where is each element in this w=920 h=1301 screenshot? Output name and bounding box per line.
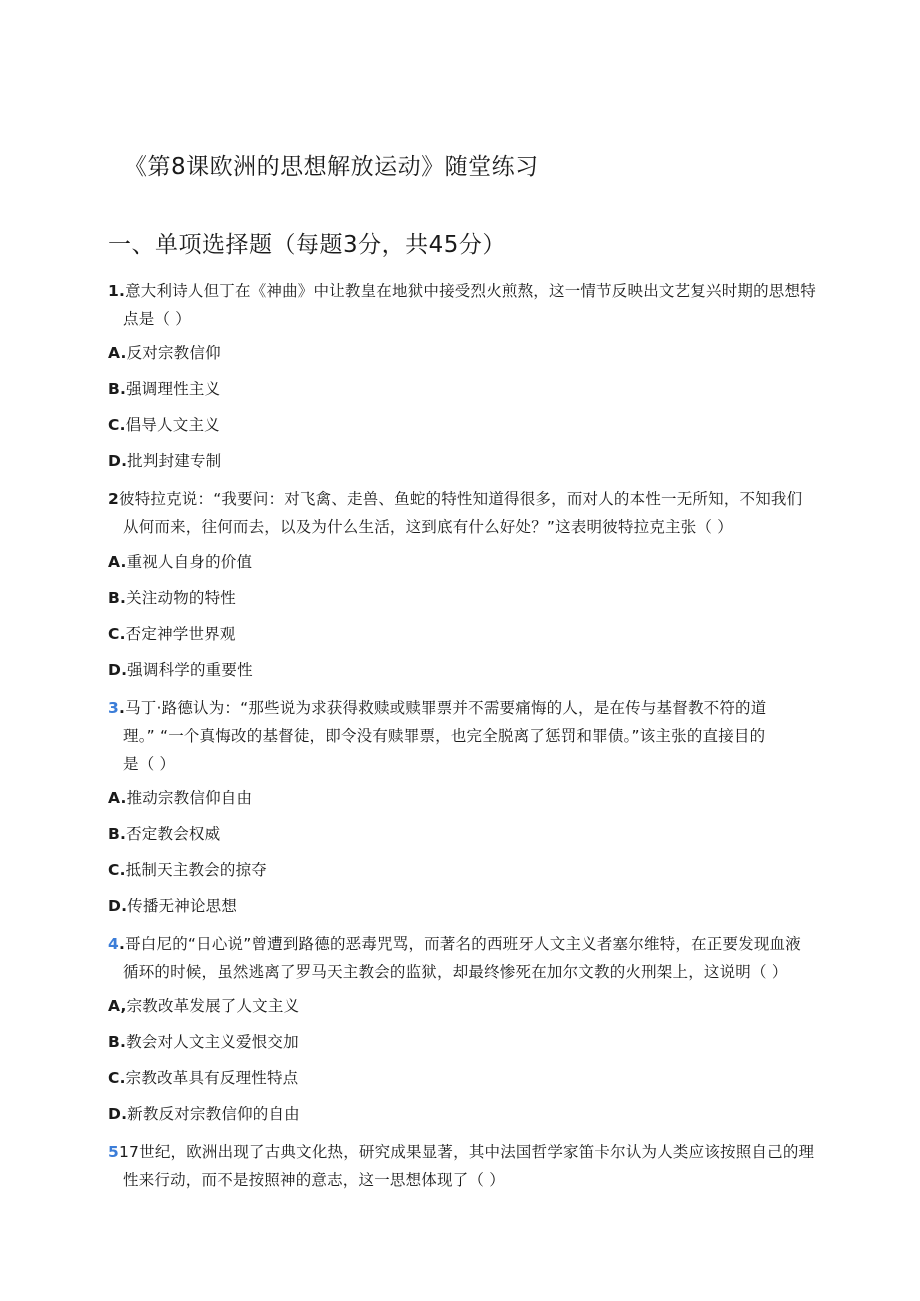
question-stem-line: 1.意大利诗人但丁在《神曲》中让教皇在地狱中接受烈火煎熬，这一情节反映出文艺复兴时期的思想特 xyxy=(108,282,816,300)
section-heading: 一、单项选择题（每题3分，共45分） xyxy=(108,232,506,258)
option-4b[interactable]: B.教会对人文主义爱恨交加 xyxy=(108,1033,299,1051)
question-number: 2 xyxy=(108,490,119,508)
option-3b[interactable]: B.否定教会权威 xyxy=(108,825,221,843)
question-3 xyxy=(108,694,808,778)
question-number: 5 xyxy=(108,1143,119,1161)
question-stem-line: 3.马丁·路德认为：“那些说为求获得救赎或赎罪票并不需要痛悔的人，是在传与基督教不符的道 xyxy=(108,699,767,717)
option-1b[interactable]: B.强调理性主义 xyxy=(108,380,221,398)
question-stem-line: 理。” “一个真悔改的基督徒，即令没有赎罪票，也完全脱离了惩罚和罪债。”该主张的直接目的 xyxy=(123,727,766,745)
option-1a[interactable]: A.反对宗教信仰 xyxy=(108,344,221,362)
option-2a[interactable]: A.重视人自身的价值 xyxy=(108,553,253,571)
option-3d[interactable]: D.传播无神论思想 xyxy=(108,897,238,915)
question-number: 4 xyxy=(108,935,119,953)
option-4d[interactable]: D.新教反对宗教信仰的自由 xyxy=(108,1105,300,1123)
question-stem-line: 性来行动，而不是按照神的意志，这一思想体现了（ ） xyxy=(123,1171,505,1189)
question-stem-line: 点是（ ） xyxy=(123,310,191,328)
option-4c[interactable]: C.宗教改革具有反理性特点 xyxy=(108,1069,299,1087)
question-2 xyxy=(108,485,808,541)
option-1d[interactable]: D.批判封建专制 xyxy=(108,452,222,470)
option-3c[interactable]: C.抵制天主教会的掠夺 xyxy=(108,861,267,879)
option-1c[interactable]: C.倡导人文主义 xyxy=(108,416,220,434)
question-stem-line: 循环的时候，虽然逃离了罗马天主教会的监狱，却最终惨死在加尔文教的火刑架上，这说明（ ） xyxy=(123,963,788,981)
question-stem-line: 517世纪，欧洲出现了古典文化热，研究成果显著，其中法国哲学家笛卡尔认为人类应该按照自己的理 xyxy=(108,1143,815,1161)
question-1 xyxy=(108,277,816,333)
question-number: 1 xyxy=(108,282,119,300)
option-2c[interactable]: C.否定神学世界观 xyxy=(108,625,236,643)
document-title: 《第8课欧洲的思想解放运动》随堂练习 xyxy=(124,154,539,180)
question-number: 3 xyxy=(108,699,119,717)
question-stem-line: 4.哥白尼的“日心说”曾遭到路德的恶毒咒骂，而著名的西班牙人文主义者塞尔维特，在正要发现血液 xyxy=(108,935,801,953)
option-3a[interactable]: A.推动宗教信仰自由 xyxy=(108,789,253,807)
option-2d[interactable]: D.强调科学的重要性 xyxy=(108,661,253,679)
question-5 xyxy=(108,1138,815,1194)
question-stem-line: 2彼特拉克说：“我要问：对飞禽、走兽、鱼蛇的特性知道得很多，而对人的本性一无所知，不知我们 xyxy=(108,490,803,508)
option-4a[interactable]: A,宗教改革发展了人文主义 xyxy=(108,997,300,1015)
option-2b[interactable]: B.关注动物的特性 xyxy=(108,589,237,607)
question-4 xyxy=(108,930,808,986)
question-stem-line: 从何而来，往何而去，以及为什么生活，这到底有什么好处？”这表明彼特拉克主张（ ） xyxy=(123,518,733,536)
question-stem-line: 是（ ） xyxy=(123,755,176,773)
